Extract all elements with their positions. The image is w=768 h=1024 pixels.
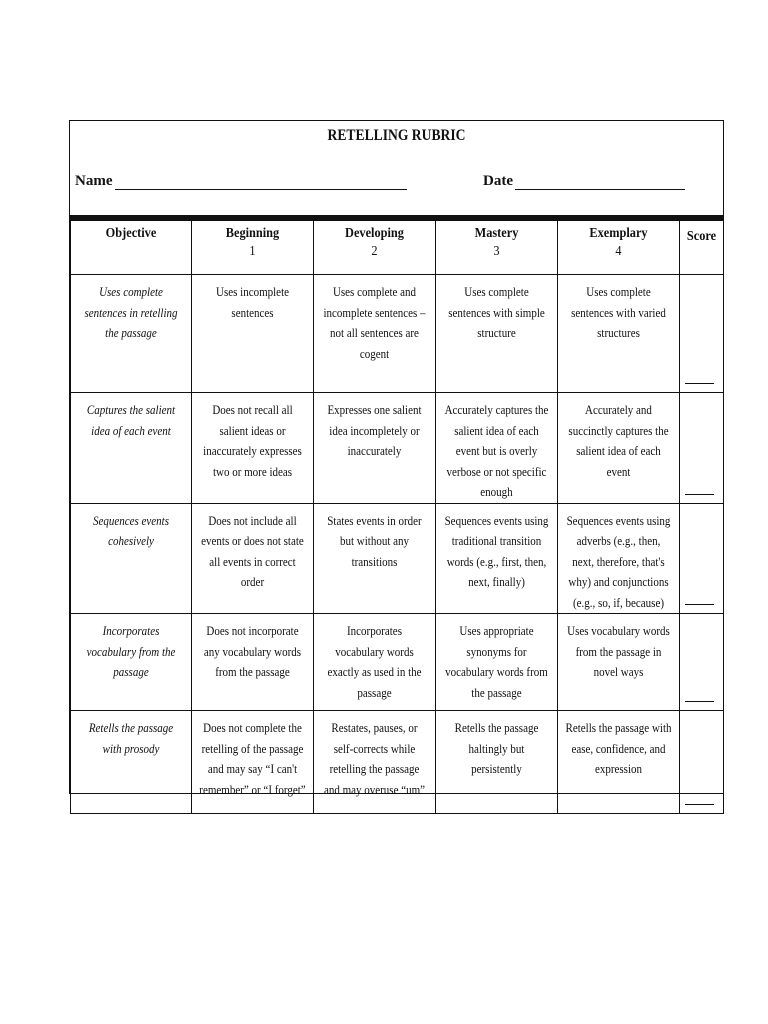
criteria-cell: Sequences events using traditional transition words (e.g., first, then, next, finally) — [436, 503, 558, 614]
criteria-cell: Accurately and succinctly captures the salient idea of each event — [558, 393, 680, 504]
criteria-cell: Retells the passage with ease, confidence, and expression — [558, 711, 680, 814]
score-blank-line[interactable] — [685, 604, 714, 605]
score-cell[interactable] — [680, 614, 724, 711]
rubric-header — [70, 121, 723, 215]
score-cell[interactable] — [680, 711, 724, 814]
column-header-exemplary: Exemplary 4 — [558, 221, 680, 275]
name-field[interactable] — [75, 173, 407, 190]
rubric-table — [70, 220, 724, 814]
criteria-cell: Uses incomplete sentences — [192, 275, 314, 393]
score-cell[interactable] — [680, 503, 724, 614]
criteria-cell: Sequences events using adverbs (e.g., then, next, therefore, that's why) and conjunctions (e.g., so, if, because) — [558, 503, 680, 614]
objective-cell: Sequences events cohesively — [71, 503, 192, 614]
score-blank-line[interactable] — [685, 494, 714, 495]
objective-cell: Incorporates vocabulary from the passage — [71, 614, 192, 711]
criteria-cell: Does not incorporate any vocabulary words from the passage — [192, 614, 314, 711]
score-cell[interactable] — [680, 393, 724, 504]
objective-cell: Retells the passage with prosody — [71, 711, 192, 814]
column-header-objective: Objective — [71, 221, 192, 275]
name-label: Name — [75, 173, 113, 189]
criteria-cell: Restates, pauses, or self-corrects while retelling the passage and may overuse “um” — [314, 711, 436, 814]
date-label: Date — [483, 173, 513, 189]
page-title: RETELLING RUBRIC — [327, 127, 466, 144]
criteria-cell: Uses vocabulary words from the passage in novel ways — [558, 614, 680, 711]
score-blank-line[interactable] — [685, 383, 714, 384]
criteria-cell: Uses appropriate synonyms for vocabulary words from the passage — [436, 614, 558, 711]
table-row — [71, 503, 724, 614]
table-header-row — [71, 221, 724, 275]
criteria-cell: Does not include all events or does not state all events in correct order — [192, 503, 314, 614]
criteria-cell: Incorporates vocabulary words exactly as used in the passage — [314, 614, 436, 711]
criteria-cell: Expresses one salient idea incompletely or inaccurately — [314, 393, 436, 504]
score-blank-line[interactable] — [685, 701, 714, 702]
criteria-cell: Does not recall all salient ideas or inaccurately expresses two or more ideas — [192, 393, 314, 504]
table-row — [71, 711, 724, 814]
column-header-developing: Developing 2 — [314, 221, 436, 275]
column-header-beginning: Beginning 1 — [192, 221, 314, 275]
criteria-cell: Retells the passage haltingly but persistently — [436, 711, 558, 814]
score-blank-line[interactable] — [685, 804, 714, 805]
criteria-cell: Uses complete sentences with simple structure — [436, 275, 558, 393]
objective-cell: Captures the salient idea of each event — [71, 393, 192, 504]
criteria-cell: Does not complete the retelling of the passage and may say “I can't remember” or “I forget” — [192, 711, 314, 814]
score-cell[interactable] — [680, 275, 724, 393]
criteria-cell: Uses complete and incomplete sentences – not all sentences are cogent — [314, 275, 436, 393]
criteria-cell: Accurately captures the salient idea of each event but is overly verbose or not specific enough — [436, 393, 558, 504]
name-blank-line[interactable] — [115, 175, 407, 190]
table-row — [71, 614, 724, 711]
retelling-rubric — [69, 120, 724, 797]
objective-cell: Uses complete sentences in retelling the passage — [71, 275, 192, 393]
date-field[interactable] — [483, 173, 685, 190]
column-header-mastery: Mastery 3 — [436, 221, 558, 275]
table-row — [71, 275, 724, 393]
criteria-cell: Uses complete sentences with varied structures — [558, 275, 680, 393]
date-blank-line[interactable] — [515, 175, 685, 190]
table-row — [71, 393, 724, 504]
criteria-cell: States events in order but without any transitions — [314, 503, 436, 614]
column-header-score: Score — [680, 221, 724, 275]
